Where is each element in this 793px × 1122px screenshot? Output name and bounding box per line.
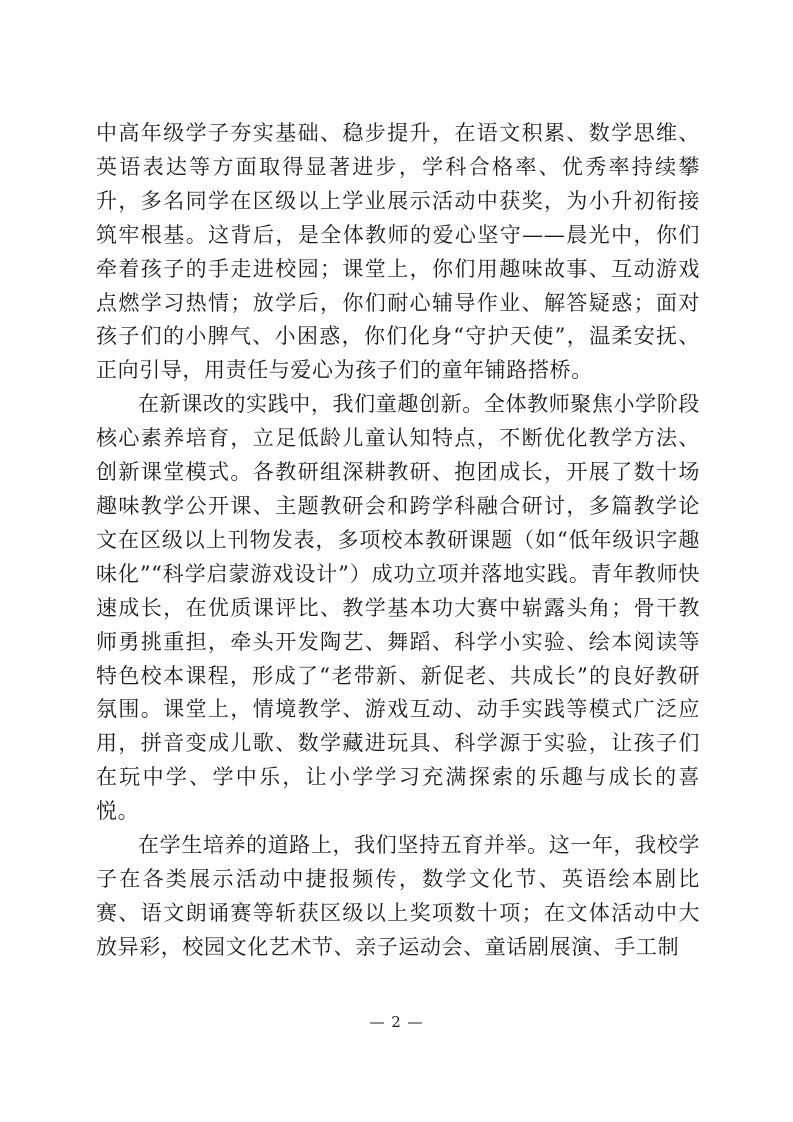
document-body bbox=[96, 117, 700, 965]
paragraph-curriculum-reform: 在新课改的实践中，我们童趣创新。全体教师聚焦小学阶段核心素养培育，立足低龄儿童认知特点，不断优化教学方法、创新课堂模式。各教研组深耕教研、抱团成长，开展了数十场趣味教学公开课、主题教研会和跨学科融合研讨，多篇教学论文在区级以上刊物发表，多项校本教研课题（如“低年级识字趣味化”“科学启蒙游戏设计”）成功立项并落地实践。青年教师快速成长，在优质课评比、教学基本功大赛中崭露头角；骨干教师勇挑重担，牵头开发陶艺、舞蹈、科学小实验、绘本阅读等特色校本课程，形成了“老带新、新促老、共成长”的良好教研氛围。课堂上，情境教学、游戏互动、动手实践等模式广泛应用，拼音变成儿歌、数学藏进玩具、科学源于实验，让孩子们在玩中学、学中乐，让小学学习充满探索的乐趣与成长的喜悦。 bbox=[96, 392, 700, 824]
paragraph-student-development: 在学生培养的道路上，我们坚持五育并举。这一年，我校学子在各类展示活动中捷报频传，数学文化节、英语绘本剧比赛、语文朗诵赛等斩获区级以上奖项数十项；在文体活动中大放异彩，校园文化艺术节、亲子运动会、童话剧展演、手工制 bbox=[96, 833, 700, 959]
page-number: — 2 — bbox=[369, 1013, 424, 1031]
paragraph-continuation: 中高年级学子夯实基础、稳步提升，在语文积累、数学思维、英语表达等方面取得显著进步，学科合格率、优秀率持续攀升，多名同学在区级以上学业展示活动中获奖，为小升初衔接筑牢根基。这背后，是全体教师的爱心坚守——晨光中，你们牵着孩子的手走进校园；课堂上，你们用趣味故事、互动游戏点燃学习热情；放学后，你们耐心辅导作业、解答疑惑；面对孩子们的小脾气、小困惑，你们化身“守护天使”，温柔安抚、正向引导，用责任与爱心为孩子们的童年铺路搭桥。 bbox=[96, 121, 700, 383]
